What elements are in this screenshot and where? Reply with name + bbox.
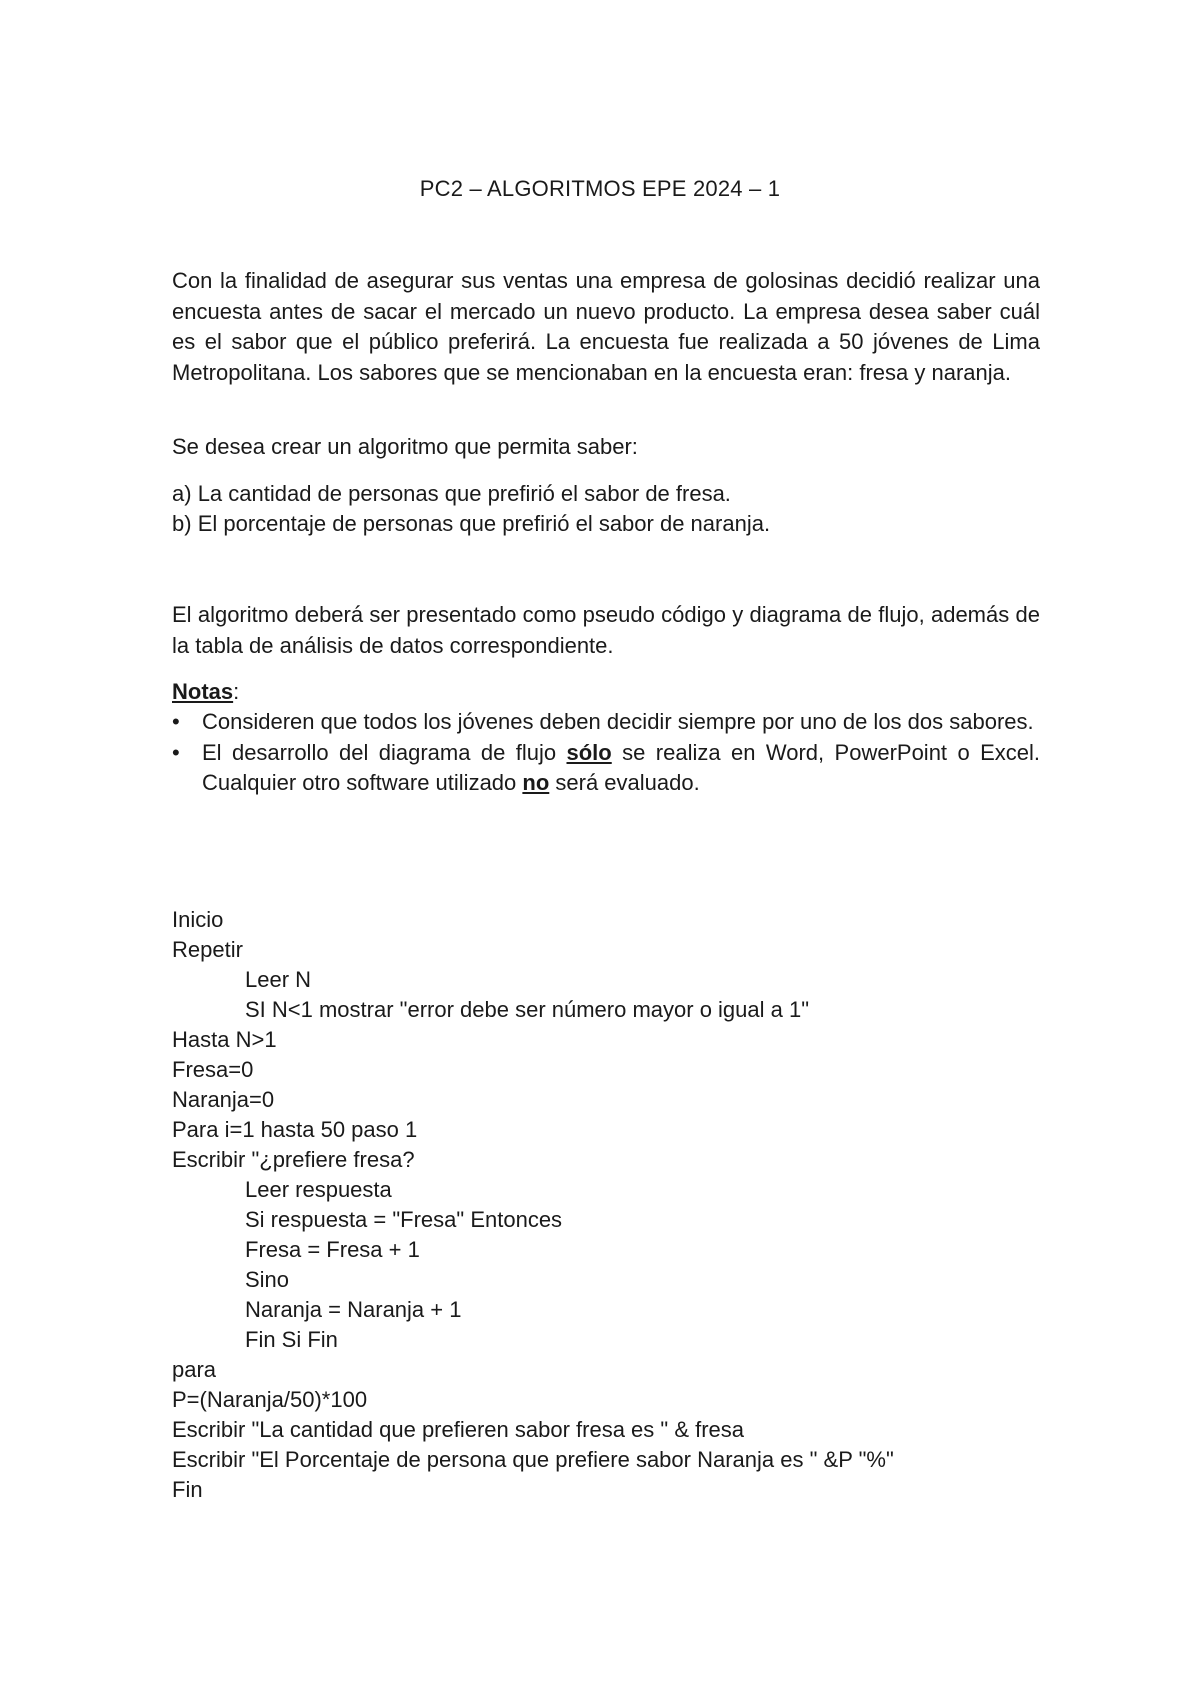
question-paragraph: Se desea crear un algoritmo que permita saber: — [172, 434, 638, 459]
pseudocode-line: Escribir "¿prefiere fresa? — [172, 1147, 415, 1172]
pseudocode-line: Escribir "El Porcentaje de persona que prefiere sabor Naranja es " &P "%" — [172, 1447, 894, 1472]
pseudocode-line: Fresa = Fresa + 1 — [245, 1237, 420, 1262]
pseudocode-line: Sino — [245, 1267, 290, 1292]
pseudocode-line: Escribir "La cantidad que prefieren sabor fresa es " & fresa — [172, 1417, 745, 1442]
pseudocode-line: Naranja=0 — [172, 1087, 275, 1112]
requirements-list — [172, 479, 1040, 539]
document-title: PC2 – ALGORITMOS EPE 2024 – 1 — [419, 176, 781, 201]
pseudocode-line: Inicio — [172, 907, 224, 932]
algorithm-paragraph: El algoritmo deberá ser presentado como pseudo código y diagrama de flujo, además de la tabla de análisis de datos correspondiente. — [172, 602, 1040, 658]
pseudocode-line: Naranja = Naranja + 1 — [245, 1297, 462, 1322]
note-item — [172, 738, 1040, 799]
notes-heading-colon: : — [233, 679, 240, 704]
requirement-text: La cantidad de personas que prefirió el sabor de fresa. — [197, 481, 731, 506]
pseudocode-line: Para i=1 hasta 50 paso 1 — [172, 1117, 418, 1142]
intro-section — [172, 266, 1040, 388]
pseudocode-line: P=(Naranja/50)*100 — [172, 1387, 368, 1412]
note-text: se realiza en Word, PowerPoint o Excel. Cualquier otro software utilizado — [202, 739, 1040, 795]
requirement-item — [172, 479, 1040, 509]
intro-paragraph: Con la finalidad de asegurar sus ventas una empresa de golosinas decidió realizar una encuesta antes de sacar el mercado un nuevo producto. La empresa desea saber cuál es el sabor que el público preferirá. La encuesta fue realizada a 50 jóvenes de Lima Metropolitana. Los sabores que se mencionaban en la encuesta eran: fresa y naranja. — [172, 268, 1040, 385]
pseudocode-block — [172, 905, 1040, 1505]
pseudocode-line: Leer N — [245, 967, 312, 992]
pseudocode-line: Si respuesta = "Fresa" Entonces — [245, 1207, 563, 1232]
pseudocode-line: para — [172, 1357, 217, 1382]
algorithm-instructions — [172, 600, 1040, 661]
pseudocode-line: SI N<1 mostrar "error debe ser número mayor o igual a 1" — [245, 997, 810, 1022]
note-text: Consideren que todos los jóvenes deben decidir siempre por uno de los dos sabores. — [202, 709, 1034, 734]
notes-heading — [172, 677, 1040, 707]
note-text: El desarrollo del diagrama de flujo — [202, 739, 567, 765]
requirement-text: El porcentaje de personas que prefirió el sabor de naranja. — [197, 511, 771, 536]
bullet-icon: • — [172, 739, 180, 765]
requirement-item — [172, 509, 1040, 539]
note-item — [172, 707, 1040, 738]
pseudocode-line: Hasta N>1 — [172, 1027, 277, 1052]
notes-section — [172, 677, 1040, 799]
notes-list — [172, 707, 1040, 799]
pseudocode-line: Leer respuesta — [245, 1177, 392, 1202]
requirement-marker: b) — [172, 511, 192, 536]
requirement-marker: a) — [172, 481, 192, 506]
note-emphasis: no — [522, 770, 550, 795]
note-text: será evaluado. — [549, 770, 700, 795]
pseudocode-line: Fin Si Fin — [245, 1327, 338, 1352]
pseudocode-line: Repetir — [172, 937, 243, 962]
pseudocode-line: Fresa=0 — [172, 1057, 254, 1082]
bullet-icon: • — [172, 709, 180, 734]
note-emphasis: sólo — [566, 739, 612, 765]
notes-heading-label: Notas — [172, 679, 234, 704]
pseudocode-line: Fin — [172, 1477, 203, 1502]
question-section — [172, 432, 1040, 462]
